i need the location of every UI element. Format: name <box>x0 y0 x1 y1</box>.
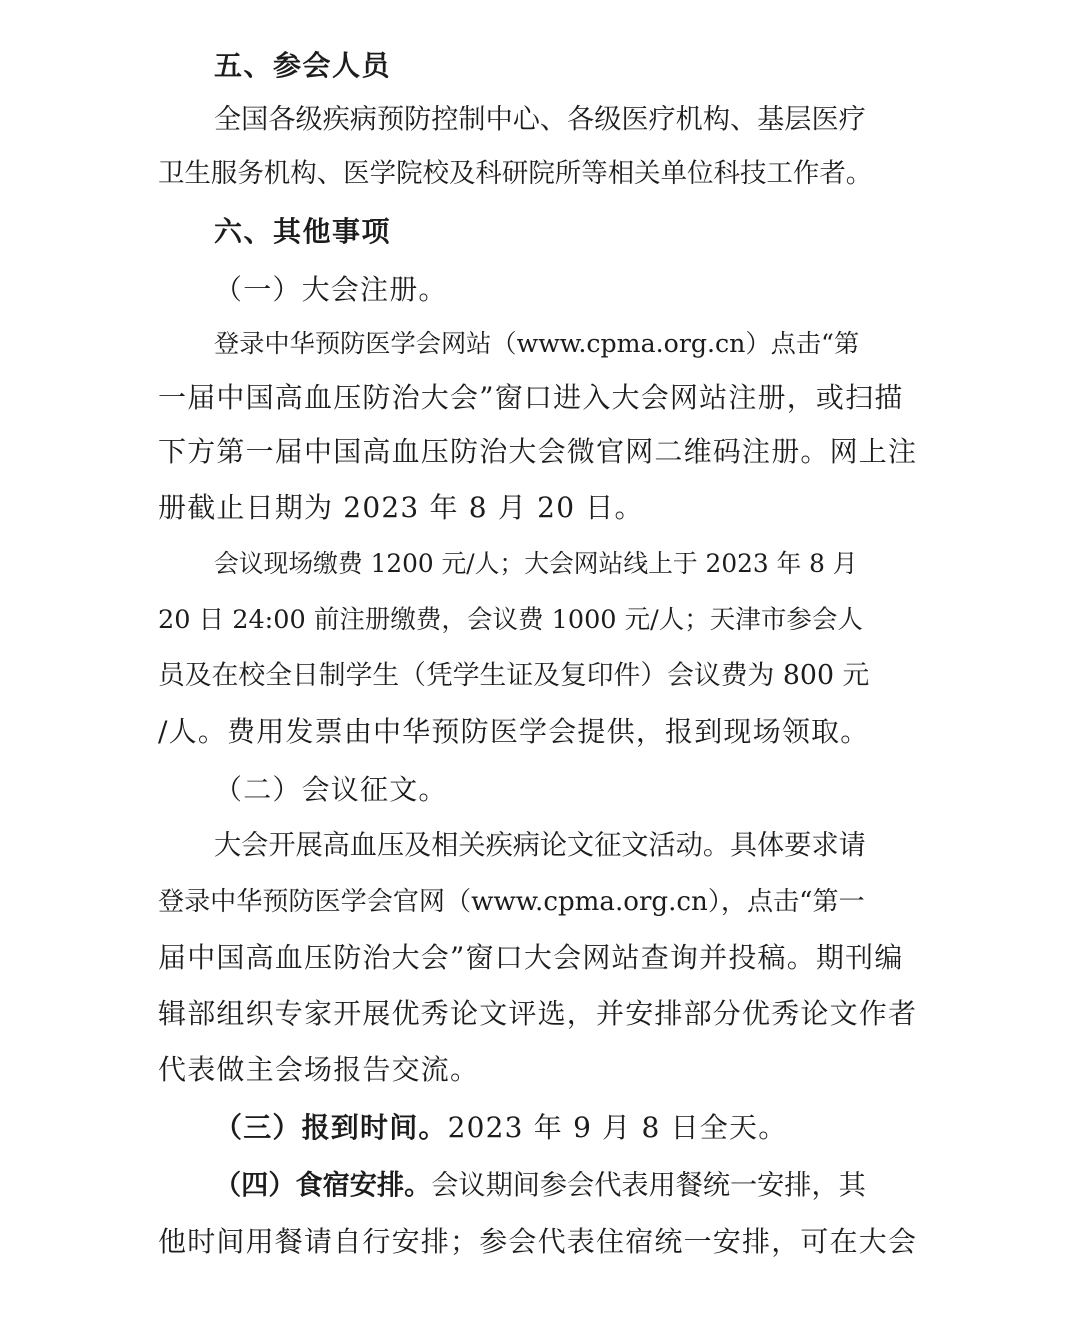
paragraph-line: 20 日 24:00 前注册缴费，会议费 1000 元/人；天津市参会人 <box>158 605 863 635</box>
subsection-label: （三）报到时间。 <box>214 1111 448 1144</box>
paragraph-line: 员及在校全日制学生（凭学生证及复印件）会议费为 800 元 <box>158 660 870 691</box>
paragraph-line: 大会开展高血压及相关疾病论文征文活动。具体要求请 <box>214 830 866 861</box>
subsection-checkin-time <box>214 1108 908 1148</box>
subsection-label: （四）食宿安排。 <box>214 1170 432 1201</box>
subsection-accommodation <box>214 1166 908 1206</box>
paragraph-line: 登录中华预防医学会官网（www.cpma.org.cn），点击“第一 <box>158 887 865 917</box>
subsection-text: 会议期间参会代表用餐统一安排，其 <box>431 1170 866 1201</box>
paragraph-line: 他时间用餐请自行安排；参会代表住宿统一安排，可在大会 <box>158 1225 918 1258</box>
paragraph-line: 一届中国高血压防治大会”窗口进入大会网站注册，或扫描 <box>158 381 904 414</box>
paragraph-line: 全国各级疾病预防控制中心、各级医疗机构、基层医疗 <box>214 104 866 135</box>
section-heading-participants: 五、参会人员 <box>214 49 392 82</box>
paragraph-line: 册截止日期为 2023 年 8 月 20 日。 <box>158 491 644 524</box>
paragraph-line: 代表做主会场报告交流。 <box>158 1053 480 1086</box>
paragraph-line: 卫生服务机构、医学院校及科研院所等相关单位科技工作者。 <box>158 158 873 189</box>
paragraph-line: /人。费用发票由中华预防医学会提供，报到现场领取。 <box>158 715 870 748</box>
paragraph-line: 下方第一届中国高血压防治大会微官网二维码注册。网上注 <box>158 435 918 468</box>
paragraph-line: 届中国高血压防治大会”窗口大会网站查询并投稿。期刊编 <box>158 941 904 974</box>
paragraph-line: 登录中华预防医学会网站（www.cpma.org.cn）点击“第 <box>214 329 860 358</box>
paragraph-line: 辑部组织专家开展优秀论文评选，并安排部分优秀论文作者 <box>158 997 918 1030</box>
section-heading-other-matters: 六、其他事项 <box>214 215 392 248</box>
subsection-title-registration: （一）大会注册。 <box>214 273 448 306</box>
subsection-text: 2023 年 9 月 8 日全天。 <box>447 1111 788 1144</box>
subsection-title-papers: （二）会议征文。 <box>214 773 448 806</box>
paragraph-line: 会议现场缴费 1200 元/人；大会网站线上于 2023 年 8 月 <box>214 549 858 578</box>
